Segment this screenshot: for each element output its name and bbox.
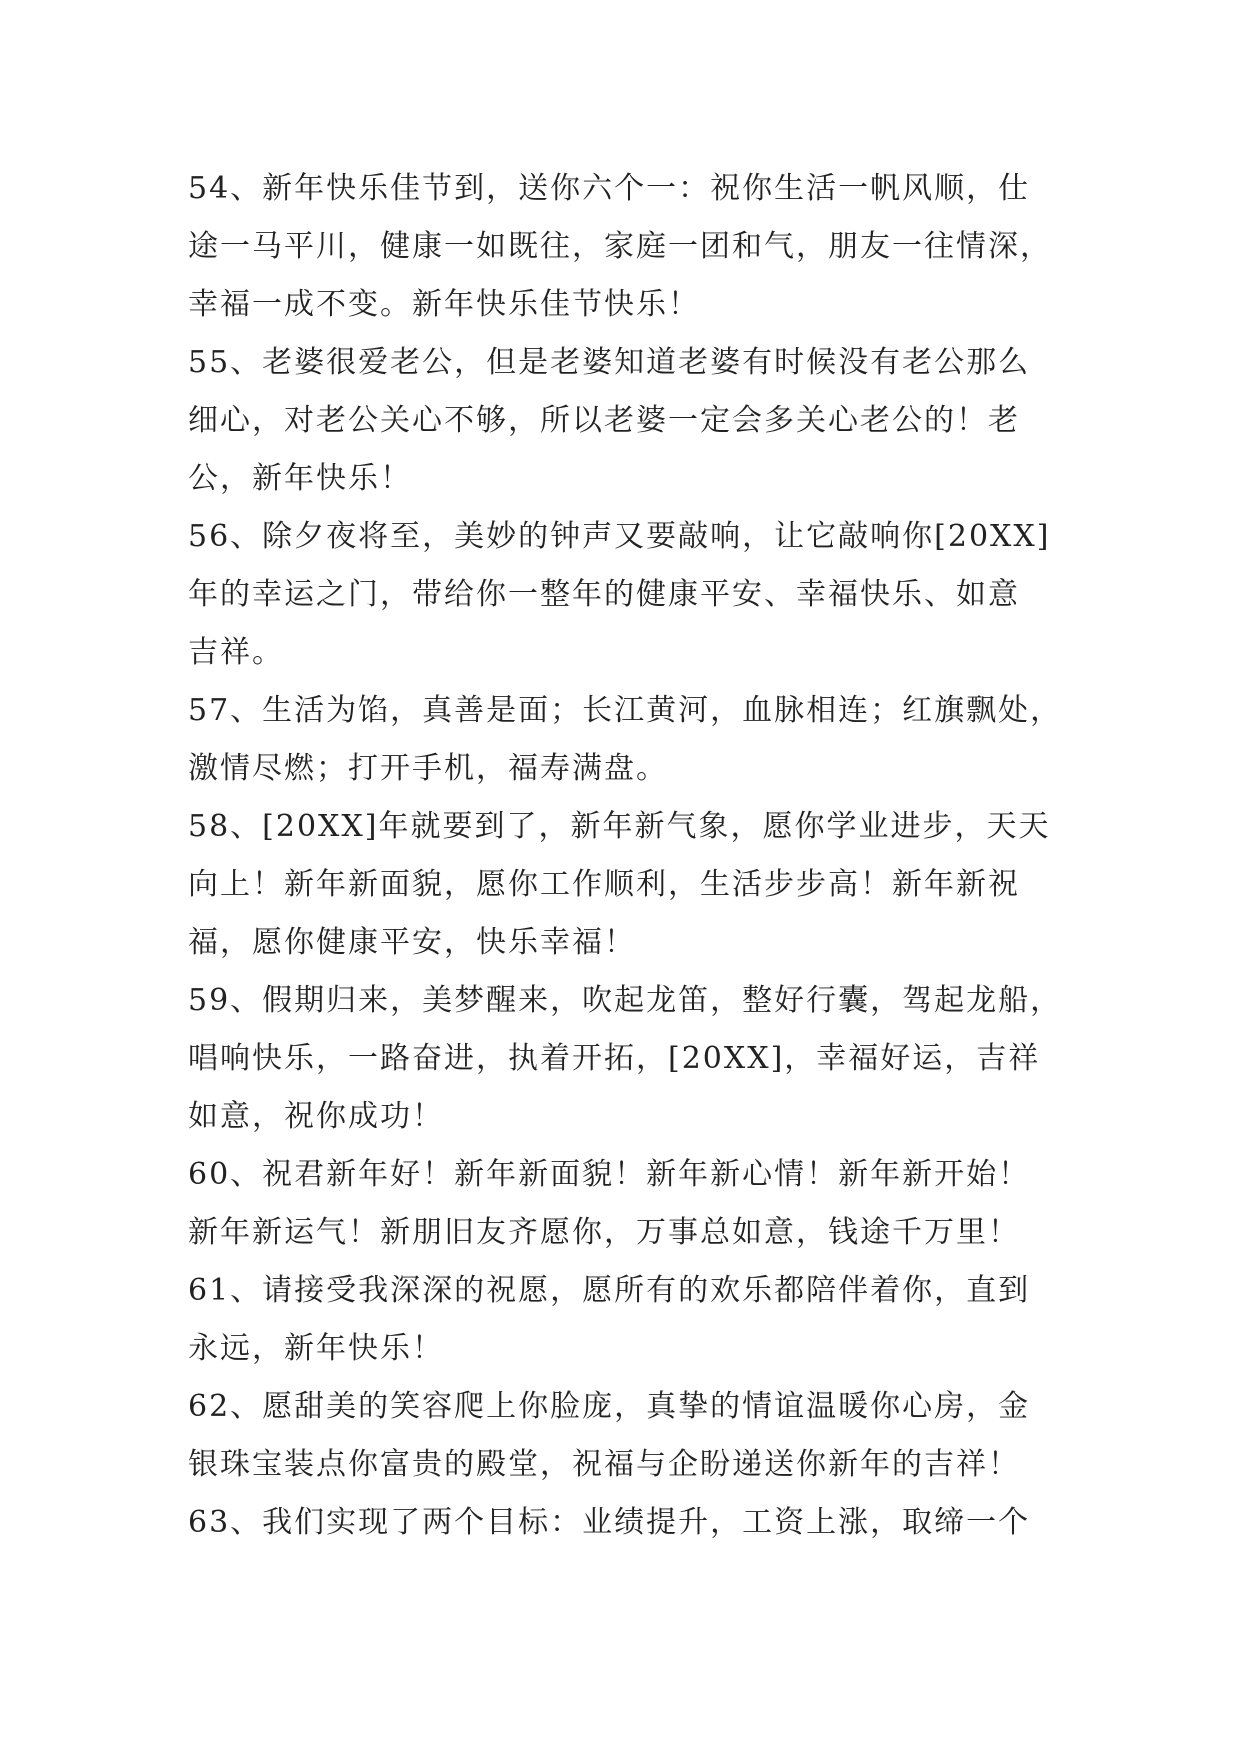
text-line: 如意，祝你成功！ bbox=[188, 1099, 444, 1134]
text-line: 途一马平川，健康一如既往，家庭一团和气，朋友一往情深， bbox=[188, 229, 1052, 264]
text-line: 吉祥。 bbox=[188, 635, 284, 670]
text-line: 54、新年快乐佳节到，送你六个一：祝你生活一帆风顺，仕 bbox=[188, 171, 1031, 206]
text-line: 55、老婆很爱老公，但是老婆知道老婆有时候没有老公那么 bbox=[188, 345, 1031, 380]
text-line: 58、[20XX]年就要到了，新年新气象，愿你学业进步，天天 bbox=[188, 809, 1051, 844]
text-line: 56、除夕夜将至，美妙的钟声又要敲响，让它敲响你[20XX] bbox=[188, 519, 1051, 554]
text-line: 新年新运气！新朋旧友齐愿你，万事总如意，钱途千万里！ bbox=[188, 1215, 1020, 1250]
text-line: 59、假期归来，美梦醒来，吹起龙笛，整好行囊，驾起龙船， bbox=[188, 983, 1063, 1018]
text-line: 公，新年快乐！ bbox=[188, 461, 412, 496]
text-line: 银珠宝装点你富贵的殿堂，祝福与企盼递送你新年的吉祥！ bbox=[188, 1447, 1020, 1482]
text-line: 57、生活为馅，真善是面；长江黄河，血脉相连；红旗飘处， bbox=[188, 693, 1063, 728]
text-line: 61、请接受我深深的祝愿，愿所有的欢乐都陪伴着你，直到 bbox=[188, 1273, 1031, 1308]
text-line: 福，愿你健康平安，快乐幸福！ bbox=[188, 925, 636, 960]
text-line: 细心，对老公关心不够，所以老婆一定会多关心老公的！老 bbox=[188, 403, 1020, 438]
text-line: 年的幸运之门，带给你一整年的健康平安、幸福快乐、如意 bbox=[188, 577, 1020, 612]
document-body bbox=[188, 160, 1078, 1552]
text-line: 62、愿甜美的笑容爬上你脸庞，真挚的情谊温暖你心房，金 bbox=[188, 1389, 1031, 1424]
text-line: 60、祝君新年好！新年新面貌！新年新心情！新年新开始！ bbox=[188, 1157, 1031, 1192]
text-line: 幸福一成不变。新年快乐佳节快乐！ bbox=[188, 287, 700, 322]
text-line: 向上！新年新面貌，愿你工作顺利，生活步步高！新年新祝 bbox=[188, 867, 1020, 902]
text-line: 63、我们实现了两个目标：业绩提升，工资上涨，取缔一个 bbox=[188, 1505, 1031, 1540]
text-line: 永远，新年快乐！ bbox=[188, 1331, 444, 1366]
text-line: 唱响快乐，一路奋进，执着开拓，[20XX]，幸福好运，吉祥 bbox=[188, 1041, 1041, 1076]
text-line: 激情尽燃；打开手机，福寿满盘。 bbox=[188, 751, 668, 786]
